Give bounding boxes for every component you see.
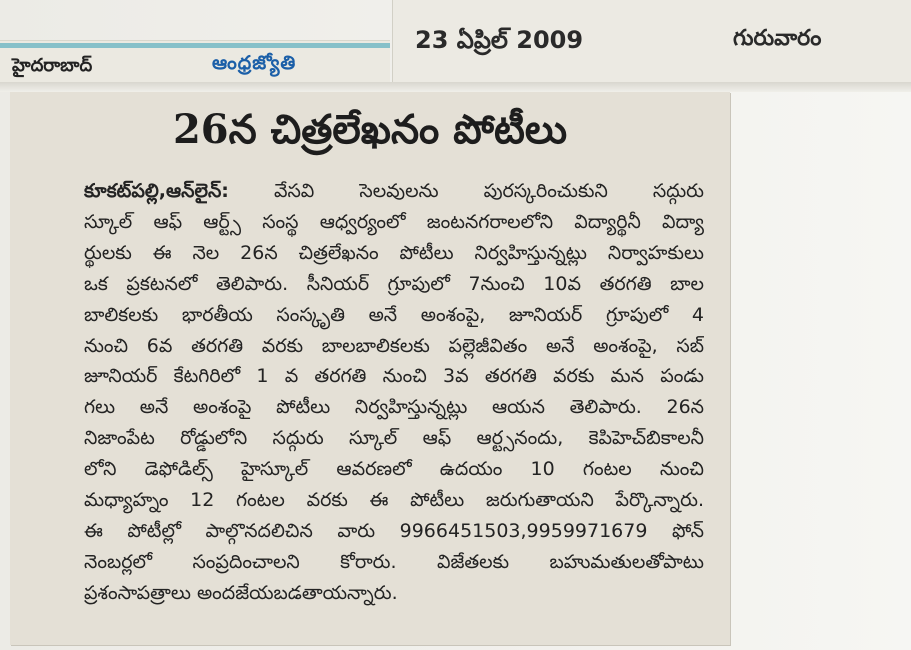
article-line: మధ్యాహ్నం 12 గంటల వరకు ఈ పోటీలు జరుగుతాయని పేర్కొన్నారు. [84,489,704,512]
article-line: స్కూల్ ఆఫ్ ఆర్ట్స్ సంస్థ ఆధ్వర్యంలో జంటనగరాలలోని విద్యార్థినీ విద్యా [84,210,704,233]
article-line [84,176,704,207]
article-line: బాలికలకు భారతీయ సంస్కృతి అనే అంశంపై, జూనియర్ గ్రూపులో 4 [84,303,704,326]
article-line: నిజాంపేట రోడ్డులోని సద్గురు స్కూల్ ఆఫ్ ఆర్ట్సనందు, కెపిహెచ్‌బికాలనీ [84,427,704,450]
edition-city: హైదరాబాద్ [12,55,93,76]
article-headline: 26న చిత్రలేఖనం పోటీలు [172,106,568,153]
article-byline: కూకట్‌పల్లి,ఆన్‌లైన్: [84,180,229,202]
article-line: ర్థులకు ఈ నెల 26న చిత్రలేఖనం పోటీలు నిర్వహిస్తున్నట్లు నిర్వాహకులు [84,241,704,264]
article-body [84,176,704,609]
article-line: గలు అనే అంశంపై పోటీలు నిర్వహిస్తున్నట్లు ఆయన తెలిపారు. 26న [84,396,704,419]
article-line: ఒక ప్రకటనలో తెలిపారు. సీనియర్ గ్రూపులో 7నుంచి 10వ తరగతి బాల [84,272,704,295]
masthead-rule [0,43,390,48]
article-line: లోని డెఫోడిల్స్ హైస్కూల్ ఆవరణలో ఉదయం 10 గంటల నుంచి [84,458,704,481]
article-line: జూనియర్ కేటగిరిలో 1 వ తరగతి నుంచి 3వ తరగతి వరకు మన పండు [84,365,704,388]
article-line: ప్రశంసాపత్రాలు అందజేయబడతాయన్నారు. [84,581,398,604]
publication-weekday: గురువారం [733,26,822,51]
newspaper-logo: ఆంధ్రజ్యోతి [212,52,297,74]
publication-date: 23 ఏప్రిల్ 2009 [415,26,584,54]
dateline-strip [392,0,911,82]
article-clipping [10,92,730,645]
article-line-text: వేసవి సెలవులను పురస్కరించుకుని సద్గురు [273,180,704,202]
article-line: నెంబర్లలో సంప్రదించాలని కోరారు. విజేతలకు బహుమతులతోపాటు [84,550,704,573]
scan-shadow [0,82,911,92]
newspaper-masthead [0,40,390,83]
article-line: ఈ పోటీల్లో పాల్గొనదలిచిన వారు 9966451503,9959971679 ఫోన్ [84,519,704,542]
article-line: నుంచి 6వ తరగతి వరకు బాలబాలికలకు పల్లెజీవితం అనే అంశంపై, సబ్ [84,334,704,357]
